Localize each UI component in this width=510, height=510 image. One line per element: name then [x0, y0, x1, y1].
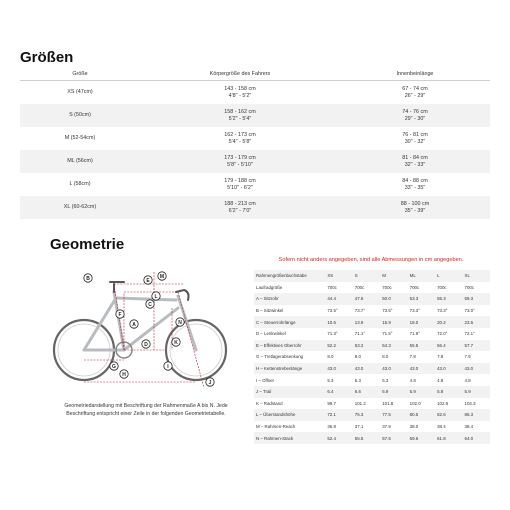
geometry-value-cell: 700c [327, 284, 337, 290]
height-cell-line: 6'2" - 7'0" [228, 207, 252, 214]
inseam-cell-line: 26" - 29" [404, 92, 426, 99]
dimension-lines [84, 272, 204, 388]
height-cell-line: 5'2" - 5'4" [228, 115, 252, 122]
size-cell-line: XL (60-62cm) [63, 204, 97, 210]
inseam-cell [340, 81, 490, 105]
geometry-value-cell: 44.4 [325, 293, 352, 305]
height-cell-line: 5'4" - 5'8" [228, 138, 252, 145]
geometry-value-cell: 73.3° [409, 308, 420, 314]
diagram-label-c: C [148, 301, 152, 308]
height-cell-line: 158 - 162 cm [224, 108, 256, 115]
height-cell [140, 127, 340, 150]
geometry-row [254, 374, 490, 386]
geometry-value-cell: 73.5° [327, 308, 338, 314]
geometry-value-cell: 86.3 [463, 409, 490, 421]
size-cell-line: ML (56cm) [67, 158, 93, 164]
geometry-value-cell: 8.0 [327, 354, 334, 360]
height-cell-line: 5'8" - 5'10" [227, 161, 253, 168]
geometry-value-cell: 5.9 [463, 386, 490, 398]
geometry-row [254, 363, 490, 375]
geometry-value-cell: 8.0 [354, 354, 361, 360]
geometry-value-cell: 43.0 [463, 363, 490, 375]
geometry-caption: Geometriedarstellung mit Beschriftung der Rahmenmaße A bis N. Jede Beschriftung entspricht einer Zeile in der folgenden Geometrietabelle. [64, 403, 228, 417]
geometry-label-cell: C – Steuerrohrlänge [254, 316, 325, 328]
inseam-cell [340, 196, 490, 219]
geometry-value-cell: 38.4 [437, 424, 446, 430]
geometry-value-cell: 54.3 [380, 340, 407, 352]
inseam-cell-line: 67 - 74 cm [402, 85, 428, 92]
geometry-header-row [254, 270, 490, 282]
geometry-value-cell: 73.7° [354, 308, 366, 314]
geometry-value-cell: 5.3 [354, 377, 361, 383]
height-cell [140, 196, 340, 219]
geometry-row [254, 328, 490, 340]
geometry-label-cell: N – Rahmen-Stack [254, 432, 325, 444]
sizes-row [20, 173, 490, 196]
geometry-value-cell: L [435, 270, 462, 282]
geometry-value-cell: 55.5 [353, 432, 380, 444]
geometry-value-cell: 73.3° [437, 308, 448, 314]
geometry-value-cell: S [353, 270, 380, 282]
inseam-cell-line: 33" - 35" [404, 184, 426, 191]
height-cell [140, 81, 340, 105]
inseam-cell-line: 84 - 88 cm [402, 177, 428, 184]
geometry-label-cell: J – Trail [254, 386, 325, 398]
diagram-label-g: G [112, 363, 116, 370]
geometry-row [254, 293, 490, 305]
geometry-value-cell: 8.0 [382, 354, 389, 360]
inseam-cell-line: 35" - 39" [404, 207, 426, 214]
geometry-label-cell: M – Rahmen-Reach [256, 424, 296, 430]
geometry-value-cell: 6.4 [325, 386, 352, 398]
height-cell-line: 4'8" - 5'2" [228, 92, 252, 99]
geometry-value-cell: 73.0° [464, 308, 475, 314]
geometry-value-cell: 57.5 [380, 432, 407, 444]
geometry-title: Geometrie [50, 236, 125, 253]
geometry-value-cell: 700c [354, 284, 365, 290]
geometry-units-note: Sofern nicht anders angegeben, sind alle Abmessungen in cm angegeben. [278, 257, 464, 263]
geometry-value-cell: 15.9 [380, 316, 407, 328]
sizes-header-size: Größe [20, 68, 140, 81]
geometry-value-cell: 71.9° [409, 331, 420, 337]
sizes-header-inseam: Innenbeinlänge [340, 68, 490, 81]
geometry-value-cell: M [380, 270, 407, 282]
sizes-row [20, 196, 490, 219]
geometry-value-cell: 43.0 [325, 363, 352, 375]
diagram-label-i: I [167, 363, 169, 370]
geometry-value-cell: 52.2 [325, 340, 352, 352]
inseam-cell-line: 81 - 84 cm [402, 154, 428, 161]
size-cell-line: M (52-54cm) [64, 135, 96, 141]
geometry-row [254, 409, 490, 421]
geometry-label-cell: Rahmengrößenbuchstabe [254, 270, 325, 282]
geometry-row [254, 398, 490, 410]
height-cell-line: 179 - 188 cm [224, 177, 256, 184]
sizes-header-row [20, 68, 490, 81]
size-cell [20, 127, 140, 150]
geometry-value-cell: 53.3 [408, 293, 435, 305]
diagram-label-f: F [118, 311, 122, 318]
geometry-value-cell: 75.3 [353, 409, 380, 421]
geometry-value-cell: 10.6 [325, 316, 352, 328]
height-cell [140, 150, 340, 173]
geometry-label-cell: E – Effektives Oberrohr [254, 340, 325, 352]
geometry-row [254, 432, 490, 444]
bike-geometry-diagram [44, 262, 244, 394]
height-cell-line: 162 - 173 cm [224, 131, 256, 138]
height-cell-line: 173 - 179 cm [224, 154, 256, 161]
inseam-cell-line: 29" - 30" [404, 115, 426, 122]
geometry-label-cell: G – Tretlagerabsenkung [256, 354, 304, 360]
geometry-value-cell: 55.5 [408, 340, 435, 352]
diagram-label-d: D [144, 341, 148, 348]
diagram-label-a: A [132, 321, 136, 328]
geometry-value-cell: 7.8 [437, 354, 444, 360]
geometry-value-cell: 73.5° [382, 308, 393, 314]
geometry-value-cell: 71.5° [382, 331, 393, 337]
geometry-value-cell: 99.7 [327, 400, 336, 406]
inseam-cell-line: 88 - 100 cm [400, 200, 430, 207]
geometry-value-cell: 6.6 [353, 386, 380, 398]
geometry-value-cell: 72.1° [464, 331, 475, 337]
geometry-value-cell: 71.3° [327, 331, 338, 337]
geometry-label-cell: I – Offset [256, 377, 274, 383]
geometry-value-cell: 5.8 [435, 386, 462, 398]
sizes-title: Größen [20, 49, 74, 66]
geometry-value-cell: 18.0 [408, 316, 435, 328]
diagram-label-j: J [208, 379, 212, 386]
geometry-value-cell: 80.5 [408, 409, 435, 421]
geometry-value-cell: 55.3 [435, 293, 462, 305]
geometry-value-cell: 700c [464, 284, 475, 290]
geometry-value-cell: XL [463, 270, 490, 282]
geometry-value-cell: 59.6 [408, 432, 435, 444]
geometry-value-cell: 5.3 [327, 377, 334, 383]
geometry-value-cell: 5.9 [408, 386, 435, 398]
geometry-label-cell: A – Sitzrohr [254, 293, 325, 305]
geometry-value-cell: XS [325, 270, 352, 282]
geometry-value-cell: 5.3 [382, 377, 389, 383]
geometry-value-cell: 700c [437, 284, 447, 290]
geometry-value-cell: 104.3 [464, 400, 476, 406]
geometry-value-cell: 43.0 [353, 363, 380, 375]
geometry-label-cell: H – Kettenstrebenlänge [254, 363, 325, 375]
sizes-row [20, 81, 490, 105]
geometry-value-cell: 57.7 [463, 340, 490, 352]
geometry-value-cell: 13.9 [353, 316, 380, 328]
geometry-value-cell: 43.0 [435, 363, 462, 375]
geometry-value-cell: 77.5 [380, 409, 407, 421]
sizes-table [20, 68, 490, 219]
geometry-value-cell: 36.8 [327, 424, 336, 430]
size-cell [20, 104, 140, 127]
height-cell [140, 104, 340, 127]
size-cell [20, 81, 140, 105]
inseam-cell [340, 127, 490, 150]
size-cell-line: L (58cm) [69, 181, 91, 187]
inseam-cell-line: 32" - 33" [404, 161, 426, 168]
geometry-value-cell: 7.8 [409, 354, 416, 360]
geometry-row [254, 386, 490, 398]
geometry-label-cell: L – Überstandshöhe [254, 409, 325, 421]
geometry-value-cell: 37.9 [382, 424, 391, 430]
geometry-value-cell: 56.4 [435, 340, 462, 352]
geometry-row [254, 340, 490, 352]
inseam-cell [340, 104, 490, 127]
size-cell-line: XS (47cm) [67, 89, 93, 95]
geometry-value-cell: ML [408, 270, 435, 282]
geometry-value-cell: 4.8 [409, 377, 416, 383]
geometry-value-cell: 7.5 [464, 354, 471, 360]
diagram-label-b: B [86, 275, 90, 282]
sizes-row [20, 104, 490, 127]
size-cell [20, 196, 140, 219]
geometry-row [254, 305, 490, 317]
inseam-cell [340, 150, 490, 173]
diagram-label-k: K [174, 339, 178, 346]
height-cell-line: 143 - 158 cm [224, 85, 256, 92]
size-cell [20, 173, 140, 196]
diagram-label-e: E [146, 277, 150, 284]
height-cell-line: 188 - 213 cm [224, 200, 256, 207]
geometry-value-cell: 38.0 [409, 424, 419, 430]
size-cell-line: S (50cm) [69, 112, 91, 118]
inseam-cell-line: 30" - 32" [404, 138, 426, 145]
geometry-label-cell: D – Lenkwinkel [256, 331, 286, 337]
inseam-cell-line: 74 - 76 cm [402, 108, 428, 115]
height-cell [140, 173, 340, 196]
geometry-value-cell: 4.8 [437, 377, 444, 383]
geometry-value-cell: 700c [382, 284, 392, 290]
geometry-label-cell: K – Radstand [256, 400, 283, 406]
diagram-label-h: H [122, 371, 126, 378]
geometry-table [254, 270, 490, 444]
size-cell [20, 150, 140, 173]
geometry-value-cell: 43.0 [408, 363, 435, 375]
geometry-value-cell: 43.0 [380, 363, 407, 375]
diagram-label-n: N [178, 319, 182, 326]
geometry-value-cell: 102.9 [437, 400, 449, 406]
diagram-label-l: L [154, 293, 158, 300]
geometry-value-cell: 72.1 [325, 409, 352, 421]
geometry-value-cell: 59.3 [463, 293, 490, 305]
geometry-value-cell: 101.2 [354, 400, 366, 406]
sizes-row [20, 127, 490, 150]
geometry-value-cell: 53.2 [353, 340, 380, 352]
geometry-value-cell: 37.1 [354, 424, 364, 430]
geometry-value-cell: 52.4 [325, 432, 352, 444]
sizes-row [20, 150, 490, 173]
geometry-value-cell: 71.1° [354, 331, 366, 337]
inseam-cell [340, 173, 490, 196]
geometry-label-cell: Laufradgröße [256, 284, 283, 290]
geometry-value-cell: 82.6 [435, 409, 462, 421]
geometry-value-cell: 38.4 [464, 424, 474, 430]
geometry-value-cell: 4.8 [464, 377, 471, 383]
geometry-label-cell: B – Sitzwinkel [256, 308, 284, 314]
geometry-row [254, 316, 490, 328]
diagram-label-m: M [159, 273, 165, 280]
geometry-row [254, 282, 490, 294]
geometry-value-cell: 102.0 [409, 400, 421, 406]
geometry-value-cell: 61.8 [435, 432, 462, 444]
geometry-value-cell: 72.0° [437, 331, 448, 337]
geometry-value-cell: 700c [409, 284, 420, 290]
geometry-row [254, 351, 490, 363]
inseam-cell-line: 76 - 81 cm [402, 131, 428, 138]
geometry-value-cell: 5.9 [380, 386, 407, 398]
geometry-value-cell: 101.8 [382, 400, 394, 406]
geometry-value-cell: 20.2 [435, 316, 462, 328]
geometry-value-cell: 50.0 [380, 293, 407, 305]
geometry-value-cell: 47.6 [353, 293, 380, 305]
geometry-value-cell: 64.0 [463, 432, 490, 444]
height-cell-line: 5'10" - 6'2" [227, 184, 253, 191]
geometry-value-cell: 23.6 [463, 316, 490, 328]
sizes-header-height: Körpergröße des Fahrers [140, 68, 340, 81]
geometry-row [254, 421, 490, 433]
